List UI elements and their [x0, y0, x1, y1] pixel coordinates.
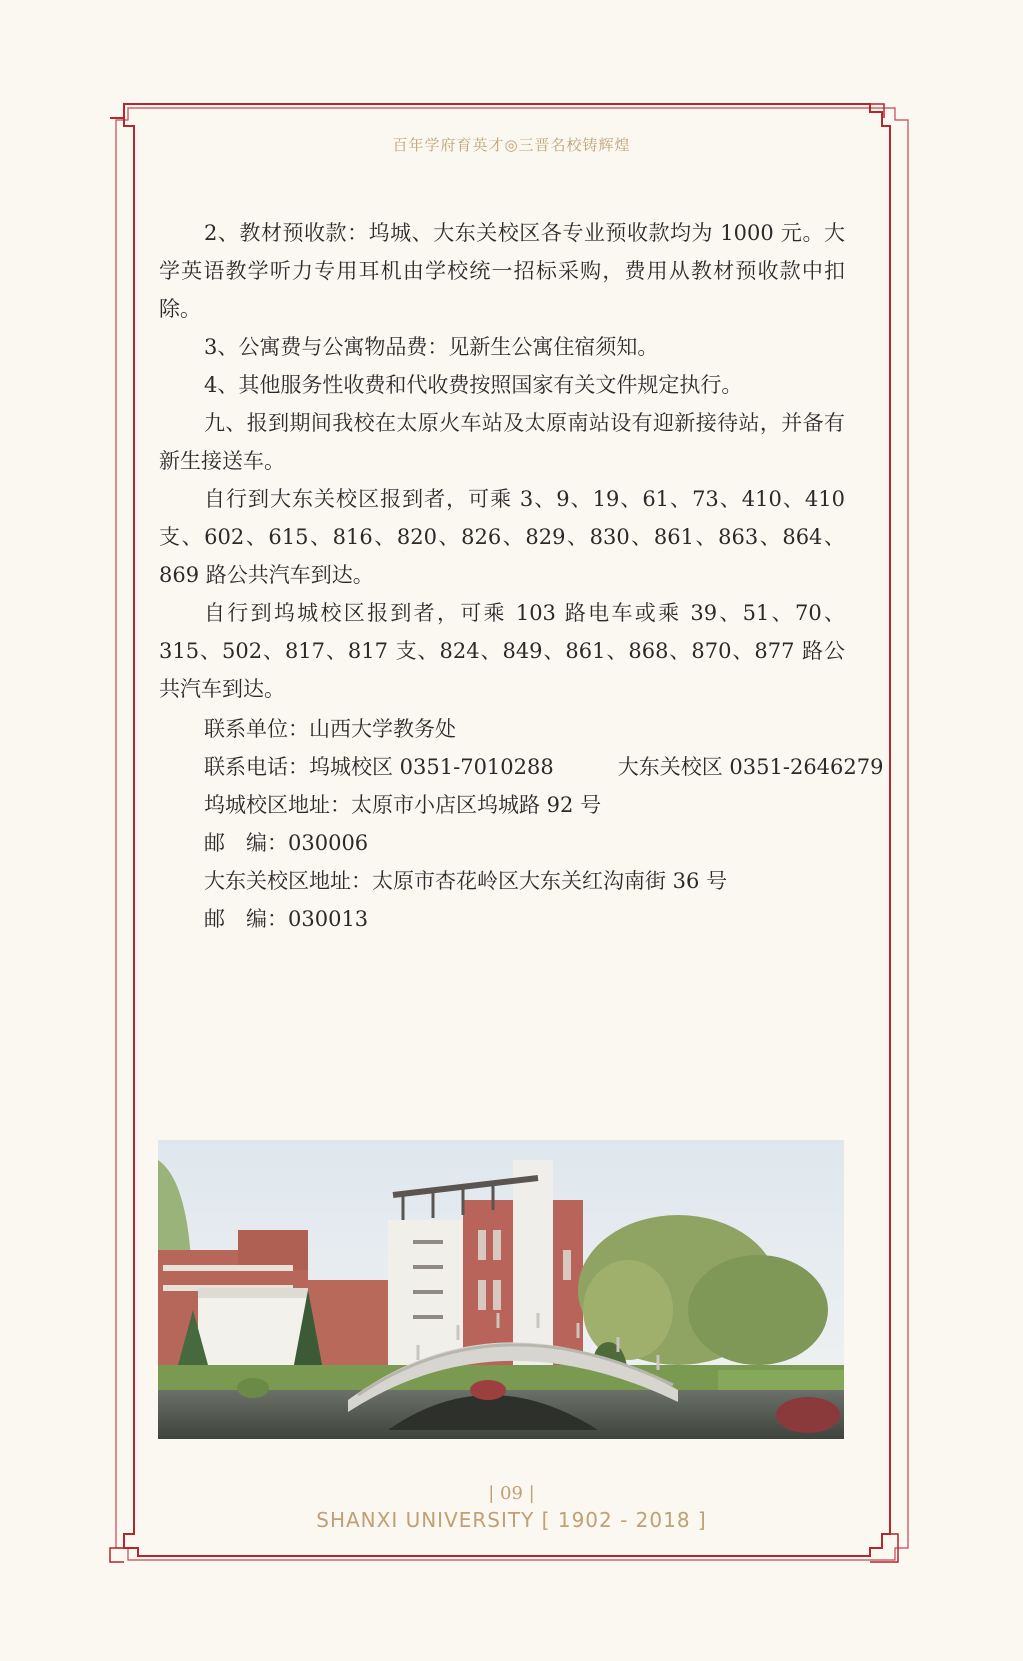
contact-phone — [204, 748, 884, 786]
header-slogan: 百年学府育英才◎三晋名校铸辉煌 — [392, 136, 631, 154]
paragraph: 3、公寓费与公寓物品费：见新生公寓住宿须知。 — [204, 335, 659, 359]
contact-info — [204, 710, 884, 938]
dadongguan-postcode: 邮 编：030013 — [204, 907, 369, 931]
notice-body — [159, 214, 845, 708]
wucheng-postcode: 邮 编：030006 — [204, 831, 369, 855]
paragraph: 九、报到期间我校在太原火车站及太原南站设有迎新接待站，并备有新生接送车。 — [159, 411, 845, 473]
paragraph: 4、其他服务性收费和代收费按照国家有关文件规定执行。 — [204, 373, 743, 397]
paragraph: 自行到坞城校区报到者，可乘 103 路电车或乘 39、51、70、315、502、817、817 支、824、849、861、868、870、877 路公共汽车到达。 — [159, 601, 845, 701]
page-number: | 09 | — [488, 1483, 535, 1504]
dadongguan-address: 大东关校区地址：太原市杏花岭区大东关红沟南街 36 号 — [204, 869, 728, 893]
contact-unit: 联系单位：山西大学教务处 — [204, 717, 456, 741]
campus-photo — [158, 1140, 844, 1439]
paragraph: 自行到大东关校区报到者，可乘 3、9、19、61、73、410、410 支、602、615、816、820、826、829、830、861、863、864、869 路公共汽车到达。 — [159, 487, 845, 587]
paragraph: 2、教材预收款：坞城、大东关校区各专业预收款均为 1000 元。大学英语教学听力专用耳机由学校统一招标采购，费用从教材预收款中扣除。 — [159, 221, 845, 321]
wucheng-address: 坞城校区地址：太原市小店区坞城路 92 号 — [204, 793, 602, 817]
phone-dadongguan: 大东关校区 0351-2646279 — [617, 755, 884, 779]
footer-university: SHANXI UNIVERSITY [ 1902 - 2018 ] — [316, 1508, 707, 1532]
phone-wucheng: 联系电话：坞城校区 0351-7010288 — [204, 755, 554, 779]
campus-photo-illustration — [158, 1140, 844, 1439]
